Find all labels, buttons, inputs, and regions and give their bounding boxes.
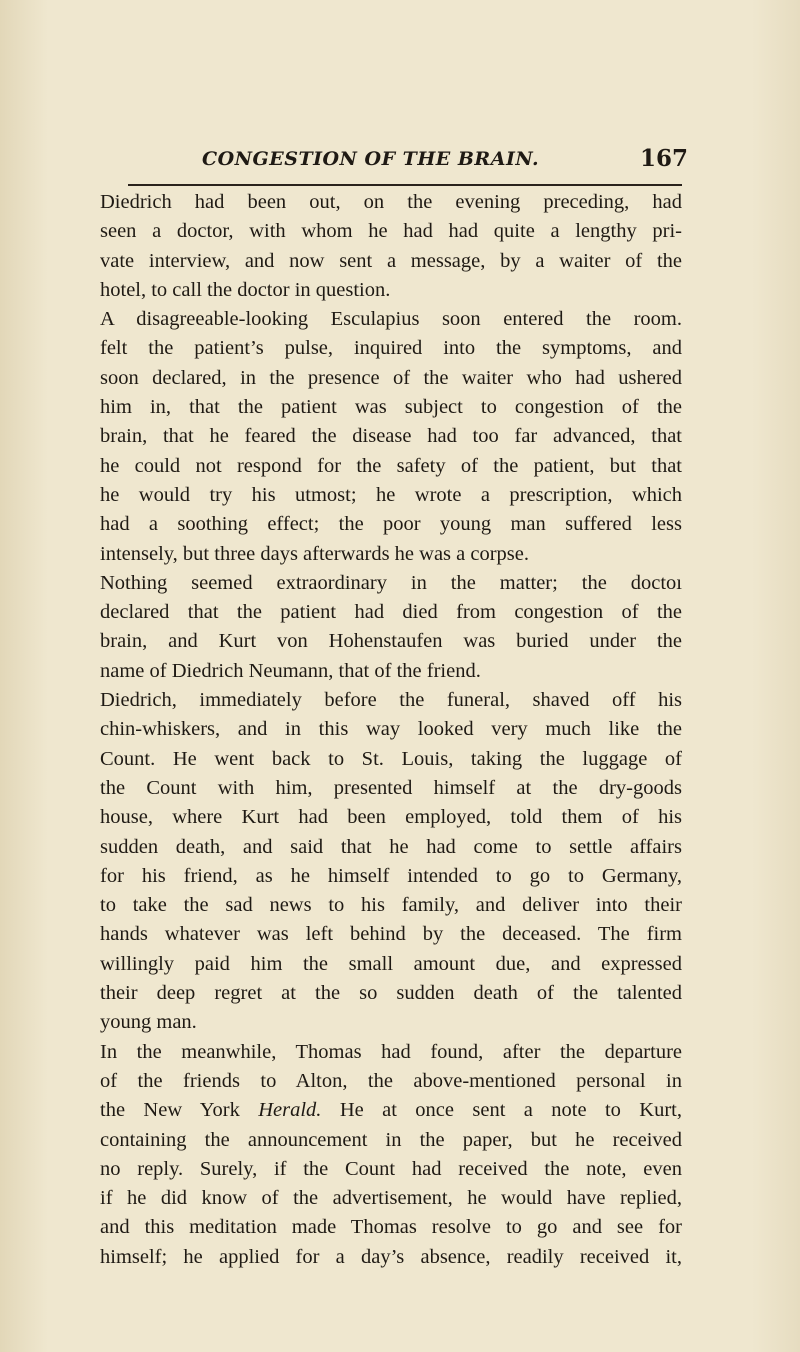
- text-line: himself; he applied for a day’s absence, readily received it,: [100, 1245, 682, 1268]
- text-line: he could not respond for the safety of the patient, but that: [100, 454, 682, 477]
- page-number: 167: [640, 145, 689, 172]
- text-line: if he did know of the advertisement, he would have replied,: [100, 1187, 682, 1210]
- text-line: hands whatever was left behind by the deceased. The firm: [100, 923, 682, 946]
- text-line: to take the sad news to his family, and deliver into their: [100, 894, 682, 917]
- text-line: for his friend, as he himself intended to go to Germany,: [100, 864, 682, 887]
- text-line: declared that the patient had died from congestion of the: [100, 601, 682, 624]
- body-text: [100, 188, 682, 1272]
- header-rule: [128, 184, 682, 186]
- text-line: Diedrich, immediately before the funeral, shaved off his: [100, 689, 682, 712]
- text-line: he would try his utmost; he wrote a prescription, which: [100, 483, 682, 506]
- text-line: hotel, to call the doctor in question.: [100, 278, 391, 301]
- running-head: [0, 142, 800, 176]
- text-line: name of Diedrich Neumann, that of the friend.: [100, 659, 481, 682]
- text-line: felt the patient’s pulse, inquired into the symptoms, and: [100, 337, 682, 360]
- text-line: seen a doctor, with whom he had had quite a lengthy pri-: [100, 220, 682, 243]
- text-line: and this meditation made Thomas resolve to go and see for: [100, 1216, 682, 1239]
- text-line: intensely, but three days afterwards he was a corpse.: [100, 542, 530, 565]
- text-line: willingly paid him the small amount due, and expressed: [100, 952, 682, 975]
- running-title: CONGESTION OF THE BRAIN.: [202, 148, 540, 170]
- text-line: their deep regret at the so sudden death of the talented: [100, 982, 682, 1005]
- text-line: A disagreeable-looking Esculapius soon entered the room.: [100, 308, 682, 331]
- text-line: soon declared, in the presence of the waiter who had ushered: [100, 366, 682, 389]
- text-line: the Count with him, presented himself at the dry-goods: [100, 776, 682, 799]
- text-line: young man.: [100, 1011, 197, 1034]
- text-line: Count. He went back to St. Louis, taking the luggage of: [100, 747, 682, 770]
- text-line: chin-whiskers, and in this way looked very much like the: [100, 718, 682, 741]
- text-line: had a soothing effect; the poor young man suffered less: [100, 513, 682, 536]
- text-line: house, where Kurt had been employed, told them of his: [100, 806, 682, 829]
- text-line: sudden death, and said that he had come to settle affairs: [100, 835, 682, 858]
- text-line: Diedrich had been out, on the evening preceding, had: [100, 191, 682, 213]
- text-line: In the meanwhile, Thomas had found, after the departure: [100, 1040, 682, 1063]
- newspaper-title: Herald.: [258, 1099, 322, 1122]
- text-line: vate interview, and now sent a message, by a waiter of the: [100, 249, 682, 272]
- text-line: no reply. Surely, if the Count had received the note, even: [100, 1157, 682, 1180]
- text-line: brain, that he feared the disease had too far advanced, that: [100, 425, 682, 448]
- text-line: brain, and Kurt von Hohenstaufen was buried under the: [100, 630, 682, 653]
- text-fragment: the New York: [100, 1099, 240, 1122]
- text-fragment: He at once sent a note to Kurt,: [339, 1099, 682, 1122]
- text-line: [100, 1096, 682, 1125]
- text-line: containing the announcement in the paper, but he received: [100, 1128, 682, 1151]
- text-line: of the friends to Alton, the above-mentioned personal in: [100, 1069, 682, 1092]
- text-line: him in, that the patient was subject to congestion of the: [100, 396, 682, 419]
- text-line: Nothing seemed extraordinary in the matter; the doctoı: [100, 571, 682, 594]
